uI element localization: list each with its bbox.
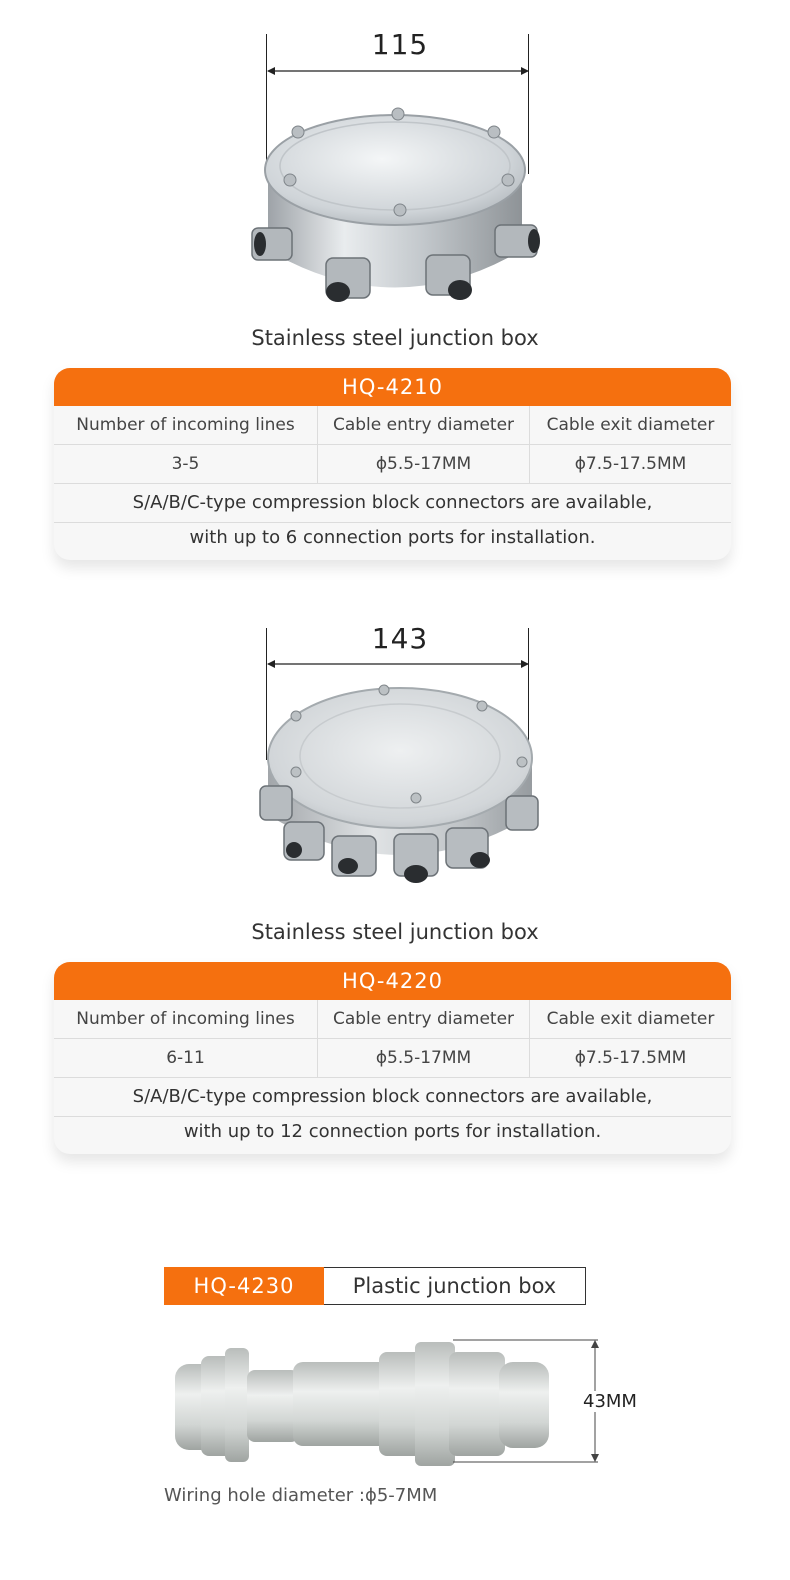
value-entry-diameter: ϕ5.5-17MM (318, 1039, 530, 1077)
steel-junction-box-image (250, 680, 550, 895)
steel-junction-box-image (240, 100, 550, 315)
value-exit-diameter: ϕ7.5-17.5MM (574, 1048, 687, 1068)
header-exit-diameter: Cable exit diameter (546, 415, 715, 435)
width-dimension-label: 143 (371, 622, 429, 655)
header-incoming-lines: Number of incoming lines (54, 1000, 318, 1038)
spec-value-row (54, 445, 731, 484)
connector-note-line2: with up to 6 connection ports for installation. (189, 527, 596, 548)
value-exit-diameter: ϕ7.5-17.5MM (574, 454, 687, 474)
spec-value-row (54, 1039, 731, 1078)
wiring-hole-label: Wiring hole diameter :ϕ5-7MM (164, 1485, 438, 1506)
dimension-arrow (262, 657, 534, 671)
value-incoming-lines: 3-5 (54, 445, 318, 483)
header-exit-diameter: Cable exit diameter (546, 1009, 715, 1029)
product-caption: Stainless steel junction box (251, 920, 539, 944)
spec-card-4210 (54, 368, 731, 560)
height-dimension-label: 43MM (583, 1391, 637, 1412)
connector-note-line1: S/A/B/C-type compression block connectors are available, (54, 484, 731, 523)
header-entry-diameter: Cable entry diameter (318, 406, 530, 444)
product-caption: Stainless steel junction box (251, 326, 539, 350)
value-incoming-lines: 6-11 (54, 1039, 318, 1077)
plastic-title-bar (164, 1267, 586, 1305)
value-entry-diameter: ϕ5.5-17MM (318, 445, 530, 483)
dimension-arrow (262, 64, 534, 78)
header-entry-diameter: Cable entry diameter (318, 1000, 530, 1038)
spec-header-row (54, 406, 731, 445)
connector-note-line2: with up to 12 connection ports for installation. (183, 1121, 602, 1142)
plastic-model-label: HQ-4230 (164, 1267, 324, 1305)
connector-note-line1: S/A/B/C-type compression block connectors are available, (54, 1078, 731, 1117)
spec-card-4220 (54, 962, 731, 1154)
model-header: HQ-4220 (54, 962, 731, 1000)
plastic-name-label: Plastic junction box (324, 1267, 586, 1305)
model-header: HQ-4210 (54, 368, 731, 406)
header-incoming-lines: Number of incoming lines (54, 406, 318, 444)
plastic-cable-gland-image (165, 1334, 605, 1474)
spec-header-row (54, 1000, 731, 1039)
width-dimension-label: 115 (371, 28, 429, 61)
